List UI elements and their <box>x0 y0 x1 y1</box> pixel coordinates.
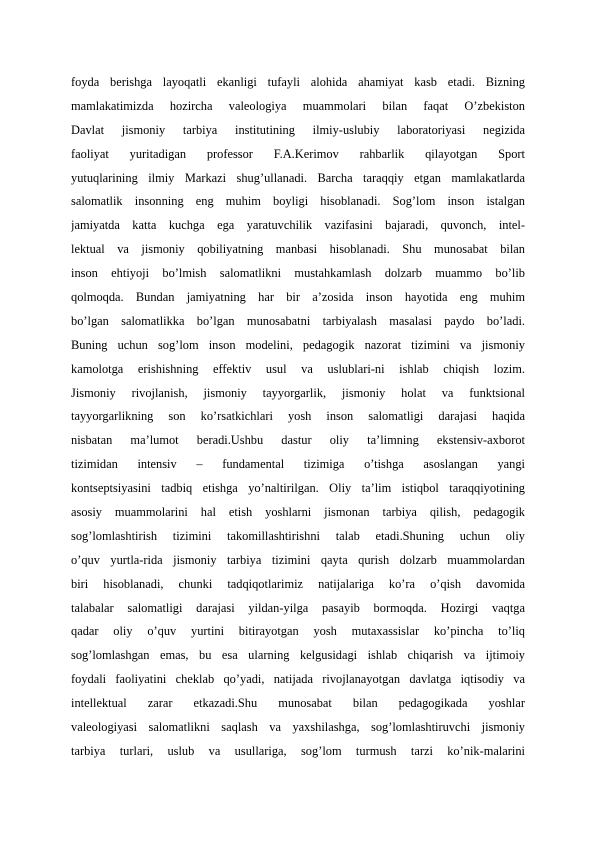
text-line: foydali faoliyatini cheklab qo’yadi, natijada rivojlanayotgan davlatga iqtisodiy va <box>71 672 525 687</box>
text-line: foyda berishga layoqatli ekanligi tufayli alohida ahamiyat kasb etadi. Bizning <box>71 75 525 89</box>
text-line: qadar oliy o’quv yurtini bitirayotgan yosh mutaxassislar ko’pincha to’liq <box>71 624 525 639</box>
text-line: tarbiya turlari, uslub va usullariga, sog’lom turmush tarzi ko’nik-malarini <box>71 743 525 758</box>
text-line: biri hisoblanadi, chunki tadqiqotlarimiz natijalariga ko’ra o’qish davomida <box>71 576 525 591</box>
text-line: nisbatan ma’lumot beradi.Ushbu dastur oliy ta’limning ekstensiv-axborot <box>71 433 525 448</box>
text-line: asosiy muammolarini hal etish yoshlarni jismonan tarbiya qilish, pedagogik <box>71 505 525 520</box>
text-line: kamolotga erishishning effektiv usul va uslublari-ni ishlab chiqish lozim. <box>71 361 525 376</box>
text-line: lektual va jismoniy qobiliyatning manbasi hisoblanadi. Shu munosabat bilan <box>71 242 525 257</box>
body-paragraph <box>71 71 525 764</box>
text-line: jamiyatda katta kuchga ega yaratuvchilik vazifasini bajaradi, quvonch, intel- <box>71 218 525 233</box>
text-line: tayyorgarlikning son ko’rsatkichlari yosh inson salomatligi darajasi haqida <box>71 409 525 424</box>
text-line: intellektual zarar etkazadi.Shu munosabat bilan pedagogikada yoshlar <box>71 696 525 711</box>
text-line: faoliyat yuritadigan professor F.A.Kerimov rahbarlik qilayotgan Sport <box>71 146 525 161</box>
text-line: salomatlik insonning eng muhim boyligi hisoblanadi. Sog’lom inson istalgan <box>71 194 525 209</box>
text-line: yutuqlarining ilmiy Markazi shug’ullanadi. Barcha taraqqiy etgan mamlakatlarda <box>71 170 525 185</box>
text-line: sog’lomlashtirish tizimini takomillashtirishni talab etadi.Shuning uchun oliy <box>71 528 525 543</box>
text-line: inson ehtiyoji bo’lmish salomatlikni mustahkamlash dolzarb muammo bo’lib <box>71 266 525 281</box>
text-line: mamlakatimizda hozircha valeologiya muammolari bilan faqat O’zbekiston <box>71 98 525 113</box>
text-line: Davlat jismoniy tarbiya institutining ilmiy-uslubiy laboratoriyasi negizida <box>71 122 525 137</box>
text-line: kontseptsiyasini tadbiq etishga yo’naltirilgan. Oliy ta’lim istiqbol taraqqiyotining <box>71 481 525 496</box>
text-line: o’quv yurtla-rida jismoniy tarbiya tizimini qayta qurish dolzarb muammolardan <box>71 552 525 567</box>
text-line: tizimidan intensiv – fundamental tizimiga o’tishga asoslangan yangi <box>71 457 525 472</box>
text-line: Buning uchun sog’lom inson modelini, pedagogik nazorat tizimini va jismoniy <box>71 337 525 352</box>
text-line: qolmoqda. Bundan jamiyatning har bir a’zosida inson hayotida eng muhim <box>71 290 525 305</box>
text-line: Jismoniy rivojlanish, jismoniy tayyorgarlik, jismoniy holat va funktsional <box>71 385 525 400</box>
text-line: bo’lgan salomatlikka bo’lgan munosabatni tarbiyalash masalasi paydo bo’ladi. <box>71 313 525 328</box>
text-line: talabalar salomatligi darajasi yildan-yilga pasayib bormoqda. Hozirgi vaqtga <box>71 600 525 615</box>
text-line: valeologiyasi salomatlikni saqlash va yaxshilashga, sog’lomlashtiruvchi jismoniy <box>71 720 525 735</box>
text-line: sog’lomlashgan emas, bu esa ularning kelgusidagi ishlab chiqarish va ijtimoiy <box>71 648 525 663</box>
